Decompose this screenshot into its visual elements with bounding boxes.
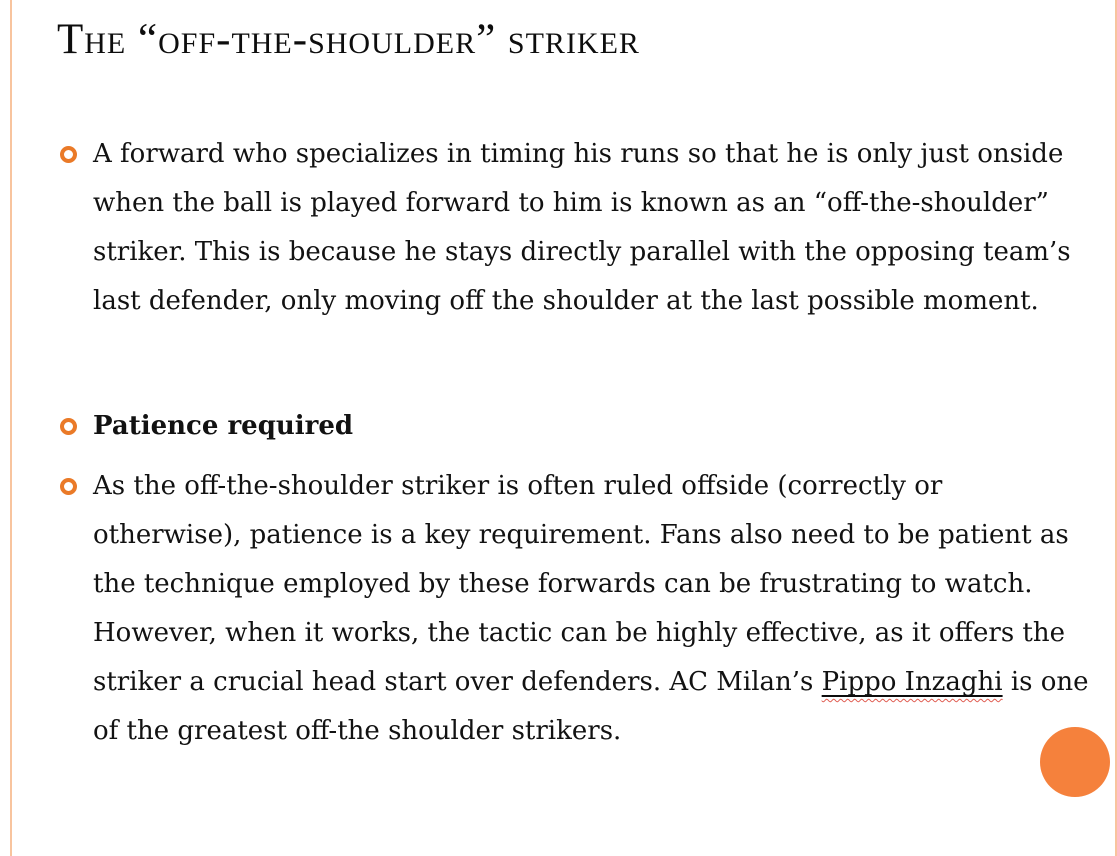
bullet-icon (60, 478, 77, 495)
bullet-item-patience-paragraph (59, 462, 1098, 756)
spellcheck-flagged-text: Pippo Inzaghi (821, 667, 1003, 697)
pippo-inzaghi-link[interactable] (822, 667, 1003, 697)
bullet-icon (60, 146, 77, 163)
slide-body (59, 130, 1117, 756)
bullet-text: A forward who specializes in timing his runs so that he is only just onside when the ball is played forward to him is known as an “off-the-shoulder” striker. This is because he stays directly parallel with the opposing team’s last defender, only moving off the shoulder at the last possible moment. (93, 139, 1071, 316)
bullet-text: As the off-the-shoulder striker is often ruled offside (correctly or otherwise), patience is a key requirement. Fans also need to be patient as the technique employed by these forwards can be frustrating to watch. However, when it works, the tactic can be highly effective, as it offers the striker a crucial head start over defenders. AC Milan’s (93, 471, 1069, 697)
bullet-text: Patience required (93, 411, 354, 441)
bullet-text: is one of the greatest off-the shoulder strikers. (93, 667, 1089, 746)
left-accent-line (10, 0, 12, 856)
bullet-icon (60, 418, 77, 435)
bullet-item-forward-definition (59, 130, 1098, 326)
bullet-item-patience-heading (59, 402, 1098, 451)
slide-title: The “off-the-shoulder” striker (57, 16, 640, 63)
